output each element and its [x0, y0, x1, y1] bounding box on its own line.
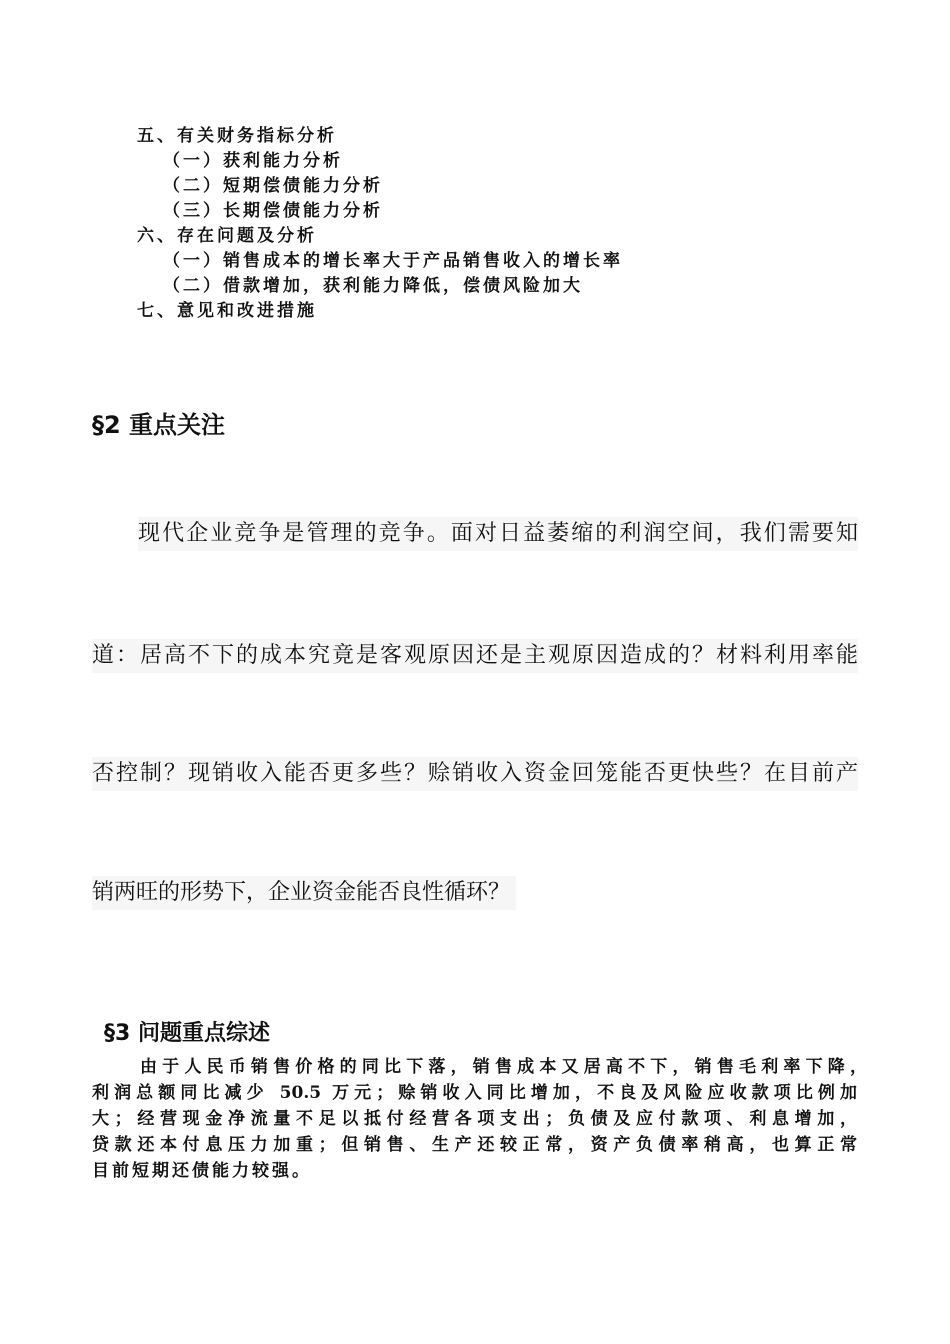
- section-3-line-2: 利润总额同比减少 50.5 万元；赊销收入同比增加，不良及风险应收款项比例加: [92, 1083, 857, 1103]
- section-3-line-5: 目前短期还债能力较强。: [92, 1161, 312, 1181]
- section-2-line-1: 现代企业竞争是管理的竞争。面对日益萎缩的利润空间，我们需要知: [138, 517, 858, 551]
- section-3-heading: §3 问题重点综述: [104, 1021, 270, 1046]
- section-2-line-4: 销两旺的形势下，企业资金能否良性循环？: [92, 876, 516, 910]
- section-2-line-3: 否控制？现销收入能否更多些？赊销收入资金回笼能否更快些？在目前产: [92, 757, 858, 791]
- section-2-heading: §2 重点关注: [92, 411, 226, 439]
- toc-item-6-2: （二）借款增加，获利能力降低，偿债风险加大: [163, 276, 583, 296]
- toc-item-5: 五、有关财务指标分析: [137, 126, 337, 146]
- section-3-line-1: 由于人民币销售价格的同比下落，销售成本又居高不下，销售毛利率下降，: [140, 1057, 867, 1077]
- section-3-line-3: 大；经营现金净流量不足以抵付经营各项支出；负债及应付款项、利息增加，: [92, 1109, 857, 1129]
- section-2-line-2: 道：居高不下的成本究竟是客观原因还是主观原因造成的？材料利用率能: [92, 639, 858, 673]
- section-3-line-4: 贷款还本付息压力加重；但销售、生产还较正常，资产负债率稍高，也算正常: [92, 1135, 857, 1155]
- toc-item-5-3: （三）长期偿债能力分析: [163, 201, 383, 221]
- toc-item-7: 七、意见和改进措施: [137, 301, 317, 321]
- toc-item-5-1: （一）获利能力分析: [163, 151, 343, 171]
- toc-item-5-2: （二）短期偿债能力分析: [163, 176, 383, 196]
- toc-item-6: 六、存在问题及分析: [137, 226, 317, 246]
- toc-item-6-1: （一）销售成本的增长率大于产品销售收入的增长率: [163, 251, 623, 271]
